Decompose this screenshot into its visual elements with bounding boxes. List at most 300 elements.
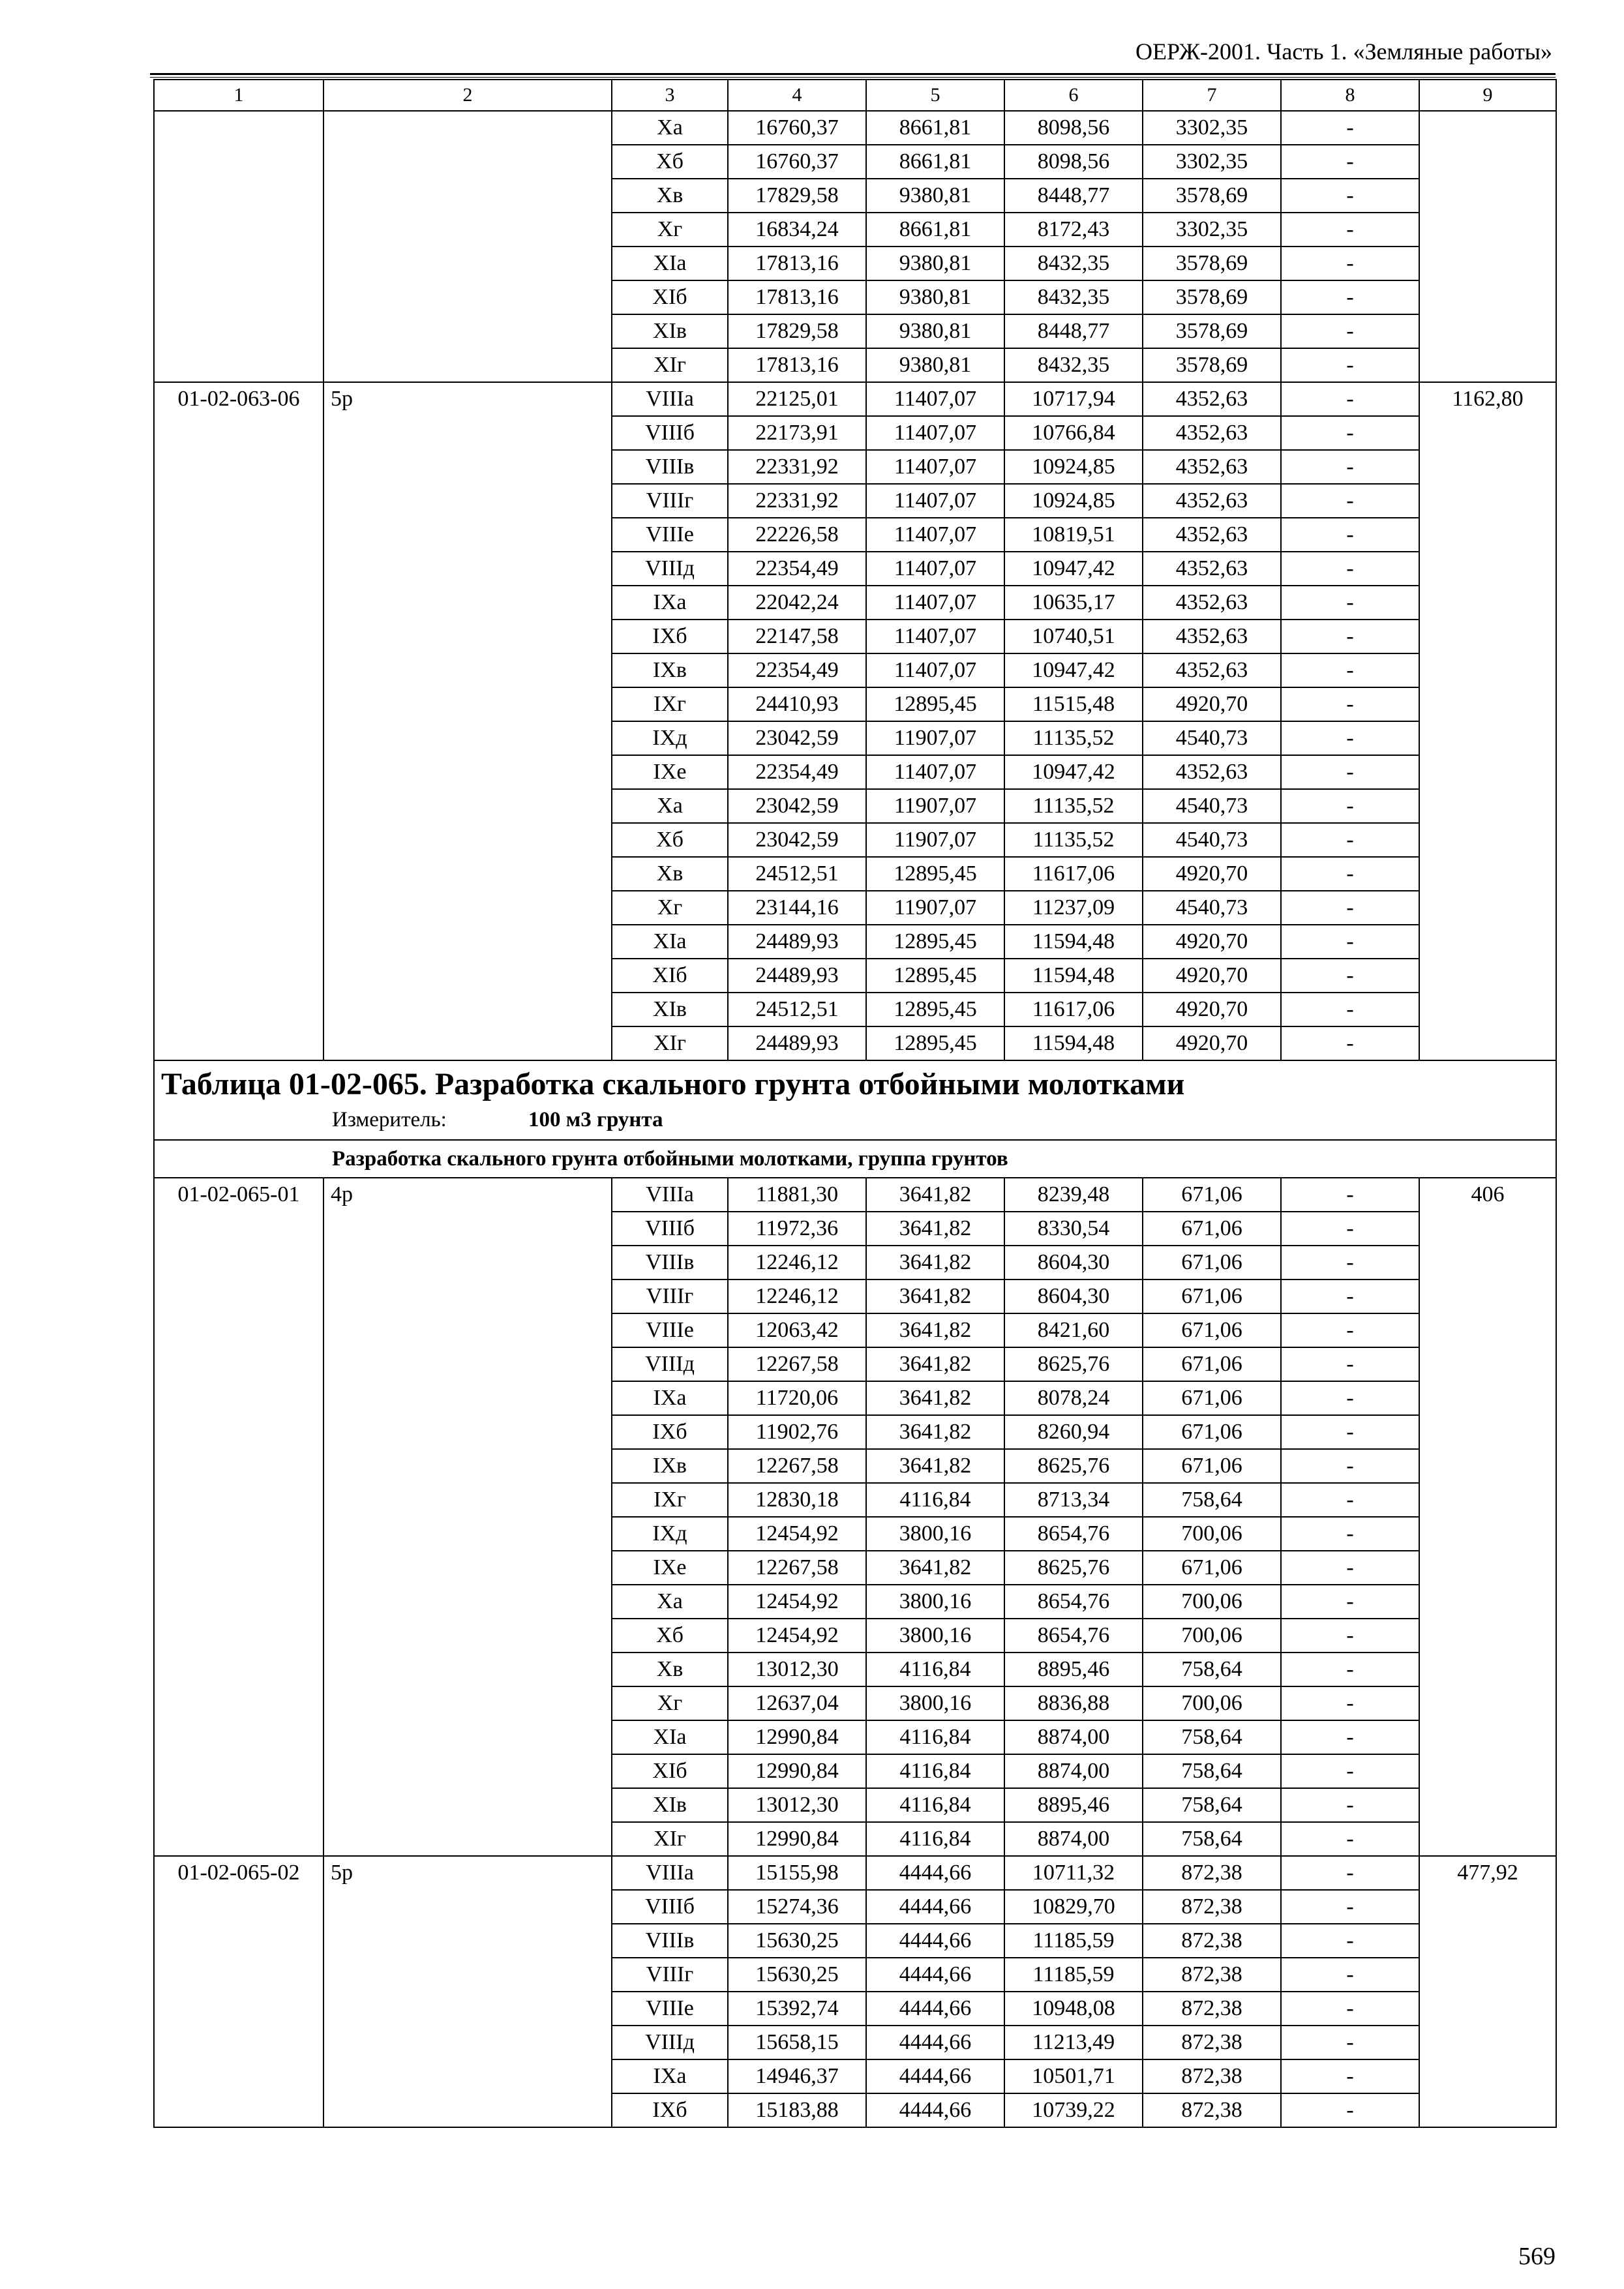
- soil-group-cell: ХIв: [612, 993, 728, 1026]
- operator-wage-cell: 872,38: [1143, 1958, 1281, 1992]
- direct-cost-cell: 23042,59: [728, 721, 866, 755]
- labor-cost-cell: 3641,82: [866, 1246, 1004, 1279]
- work-name-cell: 5р: [323, 1856, 612, 2127]
- materials-cost-cell: -: [1281, 1178, 1419, 1212]
- direct-cost-cell: 11902,76: [728, 1415, 866, 1449]
- direct-cost-cell: 24410,93: [728, 687, 866, 721]
- direct-cost-cell: 22147,58: [728, 620, 866, 653]
- column-number-cell: 3: [612, 80, 728, 111]
- labor-cost-cell: 4116,84: [866, 1754, 1004, 1788]
- labor-cost-cell: 3641,82: [866, 1415, 1004, 1449]
- materials-cost-cell: -: [1281, 721, 1419, 755]
- operator-wage-cell: 3578,69: [1143, 280, 1281, 314]
- labor-cost-cell: 3641,82: [866, 1279, 1004, 1313]
- direct-cost-cell: 12454,92: [728, 1517, 866, 1551]
- norm-code-cell: 01-02-065-01: [154, 1178, 323, 1856]
- materials-cost-cell: -: [1281, 891, 1419, 925]
- materials-cost-cell: -: [1281, 179, 1419, 213]
- operator-wage-cell: 758,64: [1143, 1822, 1281, 1856]
- materials-cost-cell: -: [1281, 1585, 1419, 1619]
- soil-group-cell: IХд: [612, 721, 728, 755]
- labor-cost-cell: 12895,45: [866, 857, 1004, 891]
- machine-cost-cell: 10829,70: [1004, 1890, 1143, 1924]
- machine-cost-cell: 10740,51: [1004, 620, 1143, 653]
- machine-cost-cell: 11185,59: [1004, 1958, 1143, 1992]
- labor-cost-cell: 12895,45: [866, 959, 1004, 993]
- operator-wage-cell: 4540,73: [1143, 789, 1281, 823]
- soil-group-cell: Хв: [612, 857, 728, 891]
- materials-cost-cell: -: [1281, 586, 1419, 620]
- soil-group-cell: VIIIв: [612, 1246, 728, 1279]
- machine-cost-cell: 8432,35: [1004, 280, 1143, 314]
- operator-wage-cell: 671,06: [1143, 1178, 1281, 1212]
- operator-wage-cell: 671,06: [1143, 1313, 1281, 1347]
- materials-cost-cell: -: [1281, 925, 1419, 959]
- labor-cost-cell: 3641,82: [866, 1551, 1004, 1585]
- machine-cost-cell: 8654,76: [1004, 1517, 1143, 1551]
- direct-cost-cell: 12990,84: [728, 1720, 866, 1754]
- operator-wage-cell: 4920,70: [1143, 993, 1281, 1026]
- soil-group-cell: VIIIг: [612, 1279, 728, 1313]
- materials-cost-cell: -: [1281, 1720, 1419, 1754]
- direct-cost-cell: 15274,36: [728, 1890, 866, 1924]
- work-name-cell: 4р: [323, 1178, 612, 1856]
- operator-wage-cell: 4352,63: [1143, 416, 1281, 450]
- operator-wage-cell: 872,38: [1143, 1890, 1281, 1924]
- machine-cost-cell: 8654,76: [1004, 1585, 1143, 1619]
- labor-cost-cell: 4444,66: [866, 1958, 1004, 1992]
- soil-group-cell: Ха: [612, 111, 728, 145]
- operator-wage-cell: 758,64: [1143, 1788, 1281, 1822]
- operator-wage-cell: 758,64: [1143, 1653, 1281, 1686]
- direct-cost-cell: 13012,30: [728, 1653, 866, 1686]
- machine-cost-cell: 8448,77: [1004, 179, 1143, 213]
- table-row: [154, 1178, 1556, 1212]
- operator-wage-cell: 4352,63: [1143, 620, 1281, 653]
- machine-cost-cell: 8895,46: [1004, 1788, 1143, 1822]
- operator-wage-cell: 4352,63: [1143, 518, 1281, 552]
- work-name-cell: [323, 111, 612, 382]
- materials-cost-cell: -: [1281, 789, 1419, 823]
- operator-wage-cell: 4920,70: [1143, 687, 1281, 721]
- column-number-cell: 7: [1143, 80, 1281, 111]
- machine-cost-cell: 8713,34: [1004, 1483, 1143, 1517]
- soil-group-cell: ХIа: [612, 925, 728, 959]
- materials-cost-cell: -: [1281, 857, 1419, 891]
- soil-group-cell: ХIг: [612, 348, 728, 382]
- soil-group-cell: Хг: [612, 1686, 728, 1720]
- labor-cost-cell: 11407,07: [866, 755, 1004, 789]
- soil-group-cell: IХв: [612, 1449, 728, 1483]
- soil-group-cell: Хв: [612, 179, 728, 213]
- soil-group-cell: Хв: [612, 1653, 728, 1686]
- materials-cost-cell: -: [1281, 755, 1419, 789]
- materials-cost-cell: -: [1281, 620, 1419, 653]
- materials-cost-cell: -: [1281, 1212, 1419, 1246]
- materials-cost-cell: -: [1281, 1313, 1419, 1347]
- labor-cost-cell: 9380,81: [866, 348, 1004, 382]
- direct-cost-cell: 12830,18: [728, 1483, 866, 1517]
- direct-cost-cell: 17813,16: [728, 247, 866, 280]
- operator-wage-cell: 671,06: [1143, 1246, 1281, 1279]
- norm-code-cell: 01-02-065-02: [154, 1856, 323, 2127]
- operator-wage-cell: 671,06: [1143, 1551, 1281, 1585]
- soil-group-cell: VIIIб: [612, 1212, 728, 1246]
- materials-cost-cell: -: [1281, 1415, 1419, 1449]
- soil-group-cell: VIIIд: [612, 552, 728, 586]
- direct-cost-cell: 22354,49: [728, 755, 866, 789]
- operator-wage-cell: 4540,73: [1143, 721, 1281, 755]
- machine-cost-cell: 8330,54: [1004, 1212, 1143, 1246]
- operator-wage-cell: 872,38: [1143, 2026, 1281, 2059]
- direct-cost-cell: 15630,25: [728, 1958, 866, 1992]
- machine-cost-cell: 11237,09: [1004, 891, 1143, 925]
- machine-cost-cell: 8874,00: [1004, 1822, 1143, 1856]
- labor-cost-cell: 11407,07: [866, 416, 1004, 450]
- labor-cost-cell: 9380,81: [866, 280, 1004, 314]
- direct-cost-cell: 24512,51: [728, 993, 866, 1026]
- soil-group-cell: VIIIа: [612, 1178, 728, 1212]
- materials-cost-cell: -: [1281, 653, 1419, 687]
- operator-wage-cell: 758,64: [1143, 1754, 1281, 1788]
- operator-wage-cell: 872,38: [1143, 1924, 1281, 1958]
- direct-cost-cell: 14946,37: [728, 2059, 866, 2093]
- machine-cost-cell: 10947,42: [1004, 755, 1143, 789]
- materials-cost-cell: -: [1281, 1856, 1419, 1890]
- direct-cost-cell: 12637,04: [728, 1686, 866, 1720]
- output-cell: 477,92: [1419, 1856, 1556, 2127]
- materials-cost-cell: -: [1281, 1381, 1419, 1415]
- direct-cost-cell: 17813,16: [728, 348, 866, 382]
- machine-cost-cell: 10717,94: [1004, 382, 1143, 416]
- machine-cost-cell: 8604,30: [1004, 1246, 1143, 1279]
- machine-cost-cell: 8625,76: [1004, 1347, 1143, 1381]
- header-rule-thin: [150, 77, 1556, 78]
- materials-cost-cell: -: [1281, 1619, 1419, 1653]
- direct-cost-cell: 22354,49: [728, 653, 866, 687]
- machine-cost-cell: 8098,56: [1004, 111, 1143, 145]
- soil-group-cell: VIIIа: [612, 1856, 728, 1890]
- materials-cost-cell: -: [1281, 416, 1419, 450]
- machine-cost-cell: 8172,43: [1004, 213, 1143, 247]
- materials-cost-cell: -: [1281, 552, 1419, 586]
- machine-cost-cell: 8625,76: [1004, 1449, 1143, 1483]
- labor-cost-cell: 4444,66: [866, 1992, 1004, 2026]
- direct-cost-cell: 15630,25: [728, 1924, 866, 1958]
- direct-cost-cell: 12267,58: [728, 1449, 866, 1483]
- labor-cost-cell: 8661,81: [866, 111, 1004, 145]
- machine-cost-cell: 8625,76: [1004, 1551, 1143, 1585]
- soil-group-cell: VIIIе: [612, 1313, 728, 1347]
- soil-group-cell: ХIг: [612, 1026, 728, 1060]
- materials-cost-cell: -: [1281, 314, 1419, 348]
- soil-group-cell: ХIб: [612, 1754, 728, 1788]
- soil-group-cell: IХа: [612, 1381, 728, 1415]
- labor-cost-cell: 3641,82: [866, 1178, 1004, 1212]
- machine-cost-cell: 8098,56: [1004, 145, 1143, 179]
- operator-wage-cell: 758,64: [1143, 1720, 1281, 1754]
- materials-cost-cell: -: [1281, 1449, 1419, 1483]
- output-cell: 1162,80: [1419, 382, 1556, 1060]
- machine-cost-cell: 11135,52: [1004, 823, 1143, 857]
- operator-wage-cell: 671,06: [1143, 1347, 1281, 1381]
- materials-cost-cell: -: [1281, 1653, 1419, 1686]
- column-number-cell: 8: [1281, 80, 1419, 111]
- labor-cost-cell: 4444,66: [866, 2059, 1004, 2093]
- soil-group-cell: Хб: [612, 1619, 728, 1653]
- materials-cost-cell: -: [1281, 2093, 1419, 2127]
- machine-cost-cell: 10947,42: [1004, 653, 1143, 687]
- labor-cost-cell: 11407,07: [866, 620, 1004, 653]
- operator-wage-cell: 4540,73: [1143, 891, 1281, 925]
- labor-cost-cell: 11407,07: [866, 518, 1004, 552]
- page-number: 569: [1518, 2243, 1556, 2270]
- soil-group-cell: IХа: [612, 586, 728, 620]
- materials-cost-cell: -: [1281, 2026, 1419, 2059]
- direct-cost-cell: 22173,91: [728, 416, 866, 450]
- labor-cost-cell: 9380,81: [866, 314, 1004, 348]
- labor-cost-cell: 4116,84: [866, 1788, 1004, 1822]
- direct-cost-cell: 15658,15: [728, 2026, 866, 2059]
- table-body: [154, 80, 1556, 2127]
- machine-cost-cell: 10739,22: [1004, 2093, 1143, 2127]
- machine-cost-cell: 11213,49: [1004, 2026, 1143, 2059]
- operator-wage-cell: 872,38: [1143, 1856, 1281, 1890]
- operator-wage-cell: 4352,63: [1143, 552, 1281, 586]
- machine-cost-cell: 8874,00: [1004, 1720, 1143, 1754]
- soil-group-cell: IХе: [612, 755, 728, 789]
- soil-group-cell: VIIIе: [612, 1992, 728, 2026]
- labor-cost-cell: 11407,07: [866, 484, 1004, 518]
- soil-group-cell: Хг: [612, 891, 728, 925]
- labor-cost-cell: 4444,66: [866, 1856, 1004, 1890]
- operator-wage-cell: 700,06: [1143, 1517, 1281, 1551]
- labor-cost-cell: 12895,45: [866, 993, 1004, 1026]
- materials-cost-cell: -: [1281, 823, 1419, 857]
- materials-cost-cell: -: [1281, 1822, 1419, 1856]
- machine-cost-cell: 11135,52: [1004, 789, 1143, 823]
- machine-cost-cell: 8895,46: [1004, 1653, 1143, 1686]
- materials-cost-cell: -: [1281, 247, 1419, 280]
- operator-wage-cell: 872,38: [1143, 2059, 1281, 2093]
- section-subheader: Разработка скального грунта отбойными молотками, группа грунтов: [154, 1140, 1556, 1178]
- table-row: [154, 111, 1556, 145]
- labor-cost-cell: 12895,45: [866, 925, 1004, 959]
- soil-group-cell: IХб: [612, 1415, 728, 1449]
- operator-wage-cell: 4920,70: [1143, 857, 1281, 891]
- operator-wage-cell: 700,06: [1143, 1585, 1281, 1619]
- direct-cost-cell: 24512,51: [728, 857, 866, 891]
- soil-group-cell: ХIа: [612, 247, 728, 280]
- soil-group-cell: Ха: [612, 1585, 728, 1619]
- soil-group-cell: ХIб: [612, 959, 728, 993]
- machine-cost-cell: 8432,35: [1004, 247, 1143, 280]
- operator-wage-cell: 4920,70: [1143, 1026, 1281, 1060]
- labor-cost-cell: 4444,66: [866, 2026, 1004, 2059]
- soil-group-cell: VIIIб: [612, 1890, 728, 1924]
- materials-cost-cell: -: [1281, 1483, 1419, 1517]
- direct-cost-cell: 12063,42: [728, 1313, 866, 1347]
- operator-wage-cell: 4920,70: [1143, 925, 1281, 959]
- labor-cost-cell: 4444,66: [866, 2093, 1004, 2127]
- machine-cost-cell: 10924,85: [1004, 450, 1143, 484]
- soil-group-cell: VIIIв: [612, 450, 728, 484]
- operator-wage-cell: 671,06: [1143, 1381, 1281, 1415]
- labor-cost-cell: 11407,07: [866, 586, 1004, 620]
- materials-cost-cell: -: [1281, 1279, 1419, 1313]
- soil-group-cell: Ха: [612, 789, 728, 823]
- operator-wage-cell: 4352,63: [1143, 450, 1281, 484]
- labor-cost-cell: 9380,81: [866, 179, 1004, 213]
- direct-cost-cell: 15155,98: [728, 1856, 866, 1890]
- column-number-row: [154, 80, 1556, 111]
- materials-cost-cell: -: [1281, 1992, 1419, 2026]
- column-number-cell: 2: [323, 80, 612, 111]
- soil-group-cell: VIIIг: [612, 484, 728, 518]
- labor-cost-cell: 11907,07: [866, 823, 1004, 857]
- labor-cost-cell: 11907,07: [866, 789, 1004, 823]
- direct-cost-cell: 12990,84: [728, 1754, 866, 1788]
- direct-cost-cell: 17829,58: [728, 314, 866, 348]
- machine-cost-cell: 11617,06: [1004, 857, 1143, 891]
- operator-wage-cell: 4540,73: [1143, 823, 1281, 857]
- machine-cost-cell: 10924,85: [1004, 484, 1143, 518]
- labor-cost-cell: 11407,07: [866, 450, 1004, 484]
- direct-cost-cell: 11881,30: [728, 1178, 866, 1212]
- direct-cost-cell: 17813,16: [728, 280, 866, 314]
- soil-group-cell: IХб: [612, 2093, 728, 2127]
- machine-cost-cell: 8432,35: [1004, 348, 1143, 382]
- operator-wage-cell: 872,38: [1143, 1992, 1281, 2026]
- labor-cost-cell: 11407,07: [866, 382, 1004, 416]
- direct-cost-cell: 24489,93: [728, 959, 866, 993]
- machine-cost-cell: 8448,77: [1004, 314, 1143, 348]
- direct-cost-cell: 17829,58: [728, 179, 866, 213]
- labor-cost-cell: 11907,07: [866, 721, 1004, 755]
- soil-group-cell: VIIIд: [612, 2026, 728, 2059]
- machine-cost-cell: 10711,32: [1004, 1856, 1143, 1890]
- operator-wage-cell: 3302,35: [1143, 145, 1281, 179]
- operator-wage-cell: 3578,69: [1143, 179, 1281, 213]
- materials-cost-cell: -: [1281, 993, 1419, 1026]
- materials-cost-cell: -: [1281, 518, 1419, 552]
- work-name-cell: 5р: [323, 382, 612, 1060]
- soil-group-cell: IХа: [612, 2059, 728, 2093]
- output-cell: [1419, 111, 1556, 382]
- direct-cost-cell: 15183,88: [728, 2093, 866, 2127]
- direct-cost-cell: 11972,36: [728, 1212, 866, 1246]
- direct-cost-cell: 22354,49: [728, 552, 866, 586]
- soil-group-cell: VIIIе: [612, 518, 728, 552]
- operator-wage-cell: 872,38: [1143, 2093, 1281, 2127]
- column-number-cell: 1: [154, 80, 323, 111]
- operator-wage-cell: 700,06: [1143, 1619, 1281, 1653]
- column-number-cell: 5: [866, 80, 1004, 111]
- labor-cost-cell: 4444,66: [866, 1890, 1004, 1924]
- materials-cost-cell: -: [1281, 111, 1419, 145]
- materials-cost-cell: -: [1281, 1788, 1419, 1822]
- soil-group-cell: ХIв: [612, 314, 728, 348]
- soil-group-cell: VIIIд: [612, 1347, 728, 1381]
- column-number-cell: 4: [728, 80, 866, 111]
- materials-cost-cell: -: [1281, 1890, 1419, 1924]
- labor-cost-cell: 8661,81: [866, 145, 1004, 179]
- soil-group-cell: ХIг: [612, 1822, 728, 1856]
- labor-cost-cell: 12895,45: [866, 1026, 1004, 1060]
- direct-cost-cell: 24489,93: [728, 925, 866, 959]
- column-number-cell: 6: [1004, 80, 1143, 111]
- materials-cost-cell: -: [1281, 382, 1419, 416]
- labor-cost-cell: 4116,84: [866, 1483, 1004, 1517]
- materials-cost-cell: -: [1281, 1026, 1419, 1060]
- direct-cost-cell: 22331,92: [728, 484, 866, 518]
- labor-cost-cell: 3800,16: [866, 1619, 1004, 1653]
- operator-wage-cell: 671,06: [1143, 1279, 1281, 1313]
- direct-cost-cell: 12267,58: [728, 1551, 866, 1585]
- operator-wage-cell: 671,06: [1143, 1415, 1281, 1449]
- materials-cost-cell: -: [1281, 450, 1419, 484]
- machine-cost-cell: 8239,48: [1004, 1178, 1143, 1212]
- machine-cost-cell: 10635,17: [1004, 586, 1143, 620]
- output-cell: 406: [1419, 1178, 1556, 1856]
- machine-cost-cell: 10501,71: [1004, 2059, 1143, 2093]
- section-subheader-row: [154, 1140, 1556, 1178]
- machine-cost-cell: 8421,60: [1004, 1313, 1143, 1347]
- labor-cost-cell: 3641,82: [866, 1449, 1004, 1483]
- running-header: ОЕРЖ-2001. Часть 1. «Земляные работы»: [1135, 38, 1552, 65]
- direct-cost-cell: 23042,59: [728, 789, 866, 823]
- operator-wage-cell: 3302,35: [1143, 111, 1281, 145]
- labor-cost-cell: 3800,16: [866, 1686, 1004, 1720]
- table-title-cell: [154, 1060, 1556, 1140]
- materials-cost-cell: -: [1281, 348, 1419, 382]
- operator-wage-cell: 4352,63: [1143, 586, 1281, 620]
- soil-group-cell: Хб: [612, 823, 728, 857]
- labor-cost-cell: 4116,84: [866, 1653, 1004, 1686]
- machine-cost-cell: 11617,06: [1004, 993, 1143, 1026]
- operator-wage-cell: 3578,69: [1143, 314, 1281, 348]
- machine-cost-cell: 8260,94: [1004, 1415, 1143, 1449]
- labor-cost-cell: 11407,07: [866, 653, 1004, 687]
- materials-cost-cell: -: [1281, 1517, 1419, 1551]
- machine-cost-cell: 10947,42: [1004, 552, 1143, 586]
- machine-cost-cell: 8836,88: [1004, 1686, 1143, 1720]
- table-row: [154, 1856, 1556, 1890]
- soil-group-cell: VIIIг: [612, 1958, 728, 1992]
- measure-label: Измеритель:: [332, 1108, 447, 1131]
- labor-cost-cell: 3641,82: [866, 1381, 1004, 1415]
- soil-group-cell: VIIIа: [612, 382, 728, 416]
- labor-cost-cell: 4116,84: [866, 1822, 1004, 1856]
- direct-cost-cell: 15392,74: [728, 1992, 866, 2026]
- soil-group-cell: Хб: [612, 145, 728, 179]
- direct-cost-cell: 12454,92: [728, 1585, 866, 1619]
- machine-cost-cell: 11594,48: [1004, 959, 1143, 993]
- norm-code-cell: 01-02-063-06: [154, 382, 323, 1060]
- machine-cost-cell: 10948,08: [1004, 1992, 1143, 2026]
- column-number-cell: 9: [1419, 80, 1556, 111]
- materials-cost-cell: -: [1281, 484, 1419, 518]
- soil-group-cell: ХIа: [612, 1720, 728, 1754]
- norm-code-cell: [154, 111, 323, 382]
- table-row: [154, 382, 1556, 416]
- materials-cost-cell: -: [1281, 1958, 1419, 1992]
- operator-wage-cell: 671,06: [1143, 1212, 1281, 1246]
- materials-cost-cell: -: [1281, 1246, 1419, 1279]
- direct-cost-cell: 22226,58: [728, 518, 866, 552]
- direct-cost-cell: 12990,84: [728, 1822, 866, 1856]
- table-title: Таблица 01-02-065. Разработка скального грунта отбойными молотками: [161, 1067, 1185, 1101]
